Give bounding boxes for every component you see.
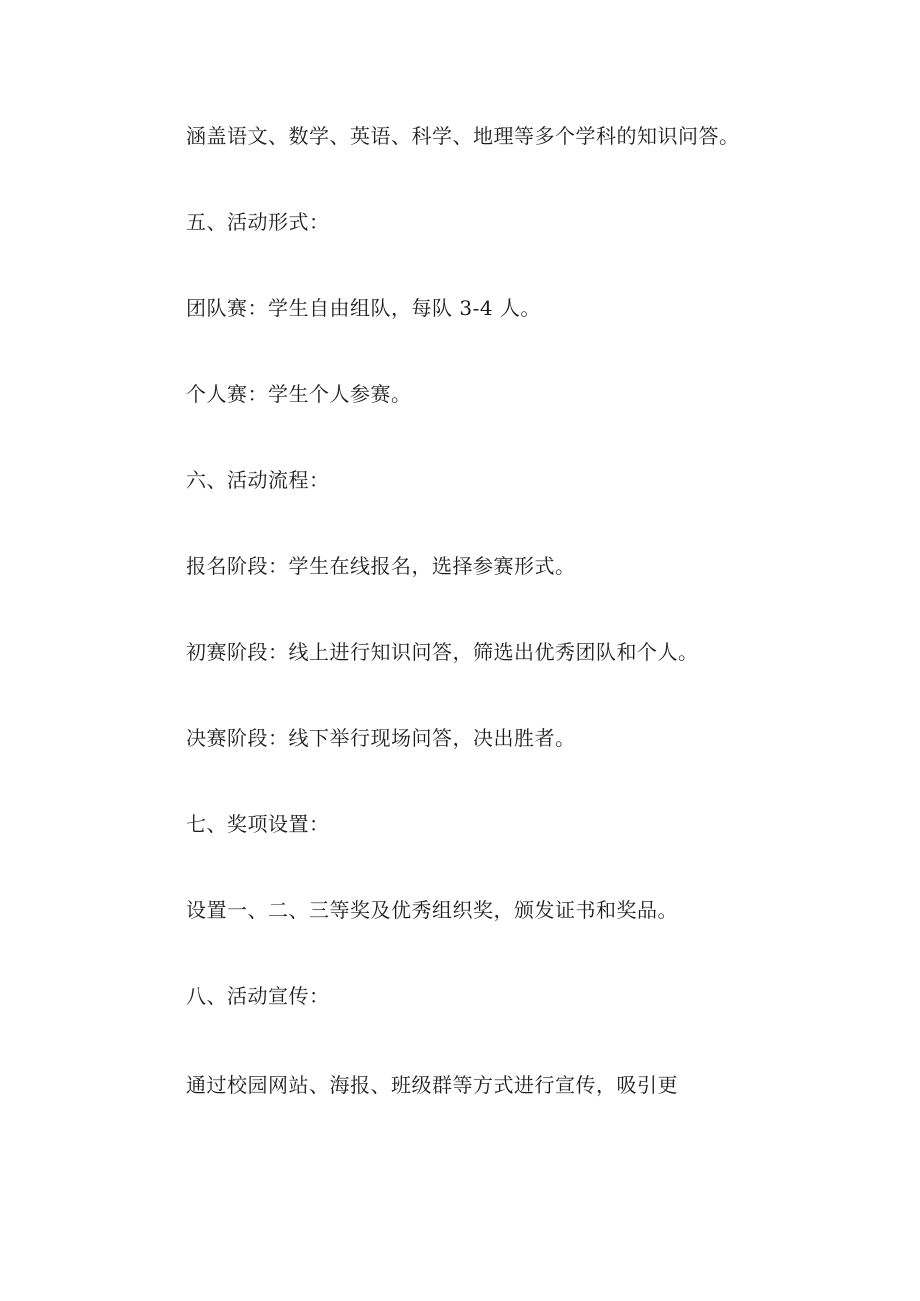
section-heading-activity-format: 五、活动形式：	[186, 210, 330, 234]
section-heading-activity-process: 六、活动流程：	[186, 468, 330, 492]
paragraph-publicity-detail: 通过校园网站、海报、班级群等方式进行宣传，吸引更	[186, 1073, 678, 1097]
paragraph-subjects: 涵盖语文、数学、英语、科学、地理等多个学科的知识问答。	[186, 124, 740, 148]
paragraph-registration-stage: 报名阶段：学生在线报名，选择参赛形式。	[186, 554, 576, 578]
section-heading-publicity: 八、活动宣传：	[186, 984, 330, 1008]
paragraph-team-competition: 团队赛：学生自由组队，每队 3-4 人。	[186, 296, 541, 320]
paragraph-preliminary-stage: 初赛阶段：线上进行知识问答，筛选出优秀团队和个人。	[186, 640, 699, 664]
section-heading-awards: 七、奖项设置：	[186, 812, 330, 836]
paragraph-final-stage: 决赛阶段：线下举行现场问答，决出胜者。	[186, 726, 576, 750]
paragraph-individual-competition: 个人赛：学生个人参赛。	[186, 382, 412, 406]
paragraph-awards-detail: 设置一、二、三等奖及优秀组织奖，颁发证书和奖品。	[186, 898, 678, 922]
